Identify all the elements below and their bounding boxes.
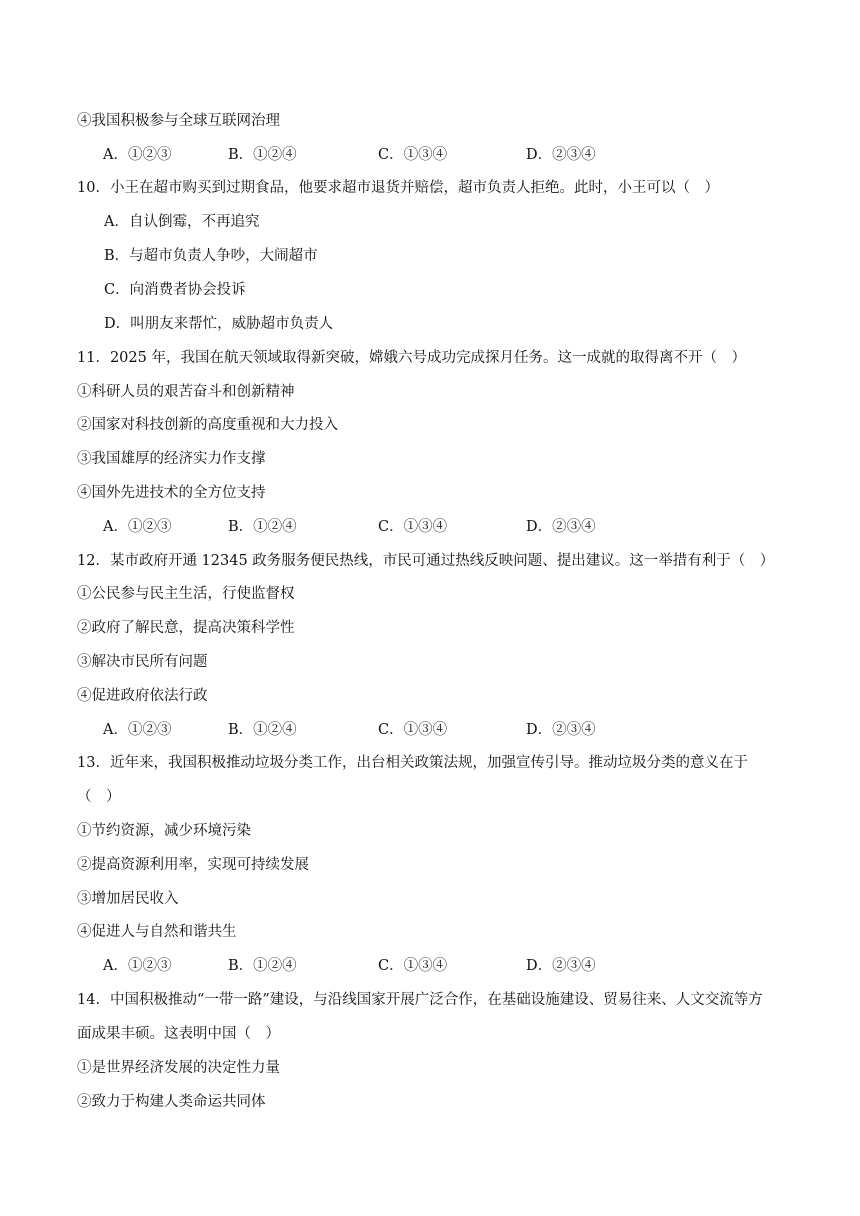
q12-stem: 12．某市政府开通 12345 政务服务便民热线，市民可通过热线反映问题、提出建议。这一举措有利于（ ） bbox=[77, 553, 775, 569]
q11-stem: 11．2025 年，我国在航天领域取得新突破，嫦娥六号成功完成探月任务。这一成就的取得离不开（ ） bbox=[77, 350, 746, 366]
q12-statement-1: ①公民参与民主生活，行使监督权 bbox=[77, 586, 295, 602]
q11-statement-2: ②国家对科技创新的高度重视和大力投入 bbox=[77, 417, 338, 433]
q11-statement-4: ④国外先进技术的全方位支持 bbox=[77, 485, 266, 501]
q10-option-b: B．与超市负责人争吵，大闹超市 bbox=[104, 248, 318, 264]
q14-statement-2: ②致力于构建人类命运共同体 bbox=[77, 1094, 266, 1110]
q9-choice-d: D．②③④ bbox=[526, 147, 596, 163]
q13-statement-1: ①节约资源，减少环境污染 bbox=[77, 823, 251, 839]
q10-option-d: D．叫朋友来帮忙，威胁超市负责人 bbox=[104, 316, 334, 332]
q12-statement-4: ④促进政府依法行政 bbox=[77, 688, 208, 704]
q10-option-a: A．自认倒霉，不再追究 bbox=[104, 214, 260, 230]
q11-statement-3: ③我国雄厚的经济实力作支撑 bbox=[77, 451, 266, 467]
q13-choices bbox=[103, 956, 663, 976]
q12-choices bbox=[103, 720, 663, 740]
q11-choices bbox=[103, 517, 663, 537]
q9-choice-b: B．①②④ bbox=[228, 147, 297, 163]
q12-choice-c: C．①③④ bbox=[378, 722, 448, 738]
q9-choice-c: C．①③④ bbox=[378, 147, 448, 163]
q11-statement-1: ①科研人员的艰苦奋斗和创新精神 bbox=[77, 384, 295, 400]
q12-statement-3: ③解决市民所有问题 bbox=[77, 654, 208, 670]
q12-choice-b: B．①②④ bbox=[228, 722, 297, 738]
q14-stem-line-1: 14．中国积极推动“一带一路”建设，与沿线国家开展广泛合作，在基础设施建设、贸易往来、人文交流等方 bbox=[77, 992, 763, 1008]
q11-choice-c: C．①③④ bbox=[378, 519, 448, 535]
q9-choices bbox=[103, 145, 663, 165]
q13-choice-a: A．①②③ bbox=[103, 958, 172, 974]
q14-stem-line-2: 面成果丰硕。这表明中国（ ） bbox=[77, 1026, 280, 1042]
q13-stem-line-2: （ ） bbox=[77, 789, 121, 805]
q11-choice-b: B．①②④ bbox=[228, 519, 297, 535]
q13-choice-c: C．①③④ bbox=[378, 958, 448, 974]
q13-statement-3: ③增加居民收入 bbox=[77, 891, 179, 907]
q12-choice-a: A．①②③ bbox=[103, 722, 172, 738]
q11-choice-a: A．①②③ bbox=[103, 519, 172, 535]
q10-option-c: C．向消费者协会投诉 bbox=[104, 282, 246, 298]
q13-stem-line-1: 13．近年来，我国积极推动垃圾分类工作，出台相关政策法规，加强宣传引导。推动垃圾分类的意义在于 bbox=[77, 755, 748, 771]
q12-statement-2: ②政府了解民意，提高决策科学性 bbox=[77, 620, 295, 636]
q13-statement-2: ②提高资源利用率，实现可持续发展 bbox=[77, 857, 309, 873]
q14-statement-1: ①是世界经济发展的决定性力量 bbox=[77, 1060, 280, 1076]
q12-choice-d: D．②③④ bbox=[526, 722, 596, 738]
q13-choice-b: B．①②④ bbox=[228, 958, 297, 974]
q11-choice-d: D．②③④ bbox=[526, 519, 596, 535]
q10-stem: 10．小王在超市购买到过期食品，他要求超市退货并赔偿，超市负责人拒绝。此时，小王可以（ ） bbox=[77, 180, 719, 196]
q9-statement-4: ④我国积极参与全球互联网治理 bbox=[77, 113, 280, 129]
q9-choice-a: A．①②③ bbox=[103, 147, 172, 163]
q13-choice-d: D．②③④ bbox=[526, 958, 596, 974]
q13-statement-4: ④促进人与自然和谐共生 bbox=[77, 924, 237, 940]
